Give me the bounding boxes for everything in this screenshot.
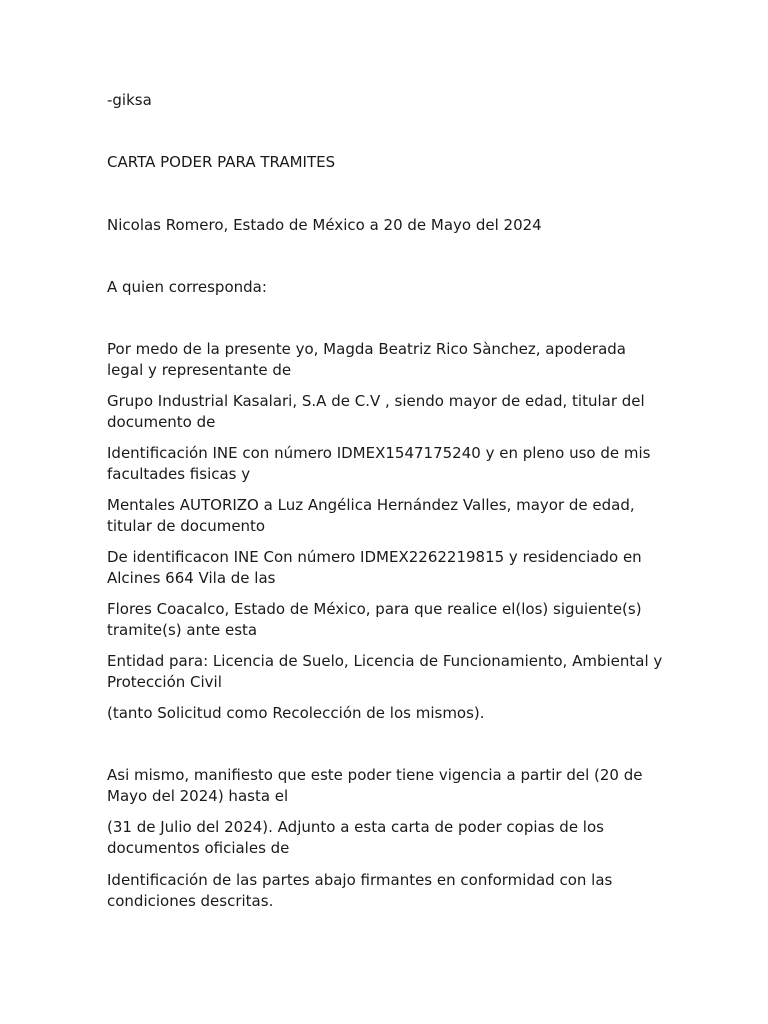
greeting: A quien corresponda: <box>107 278 267 296</box>
document-title: CARTA PODER PARA TRAMITES <box>107 153 336 171</box>
body-paragraph: De identificacon INE Con número IDMEX2262219815 y residenciado en Alcines 664 Vila de las <box>107 548 642 587</box>
validity-paragraph: (31 de Julio del 2024). Adjunto a esta carta de poder copias de los documentos oficiales de <box>107 818 604 857</box>
body-paragraph: Flores Coacalco, Estado de México, para que realice el(los) siguiente(s) tramite(s) ante esta <box>107 600 642 639</box>
body-paragraph: Grupo Industrial Kasalari, S.A de C.V , siendo mayor de edad, titular del documento de <box>107 392 645 431</box>
body-paragraph: Entidad para: Licencia de Suelo, Licencia de Funcionamiento, Ambiental y Protección Civil <box>107 652 663 691</box>
body-paragraph: Mentales AUTORIZO a Luz Angélica Hernández Valles, mayor de edad, titular de documento <box>107 496 635 535</box>
validity-paragraph: Identificación de las partes abajo firmantes en conformidad con las condiciones descritas. <box>107 871 613 910</box>
body-paragraph: Por medo de la presente yo, Magda Beatriz Rico Sànchez, apoderada legal y representante de <box>107 340 626 379</box>
body-paragraph: (tanto Solicitud como Recolección de los mismos). <box>107 704 485 722</box>
place-date: Nicolas Romero, Estado de México a 20 de Mayo del 2024 <box>107 216 542 234</box>
header-code: -giksa <box>107 91 152 109</box>
validity-paragraph: Asi mismo, manifiesto que este poder tiene vigencia a partir del (20 de Mayo del 2024) hasta el <box>107 766 643 805</box>
body-paragraph: Identificación INE con número IDMEX1547175240 y en pleno uso de mis facultades fisicas y <box>107 444 651 483</box>
